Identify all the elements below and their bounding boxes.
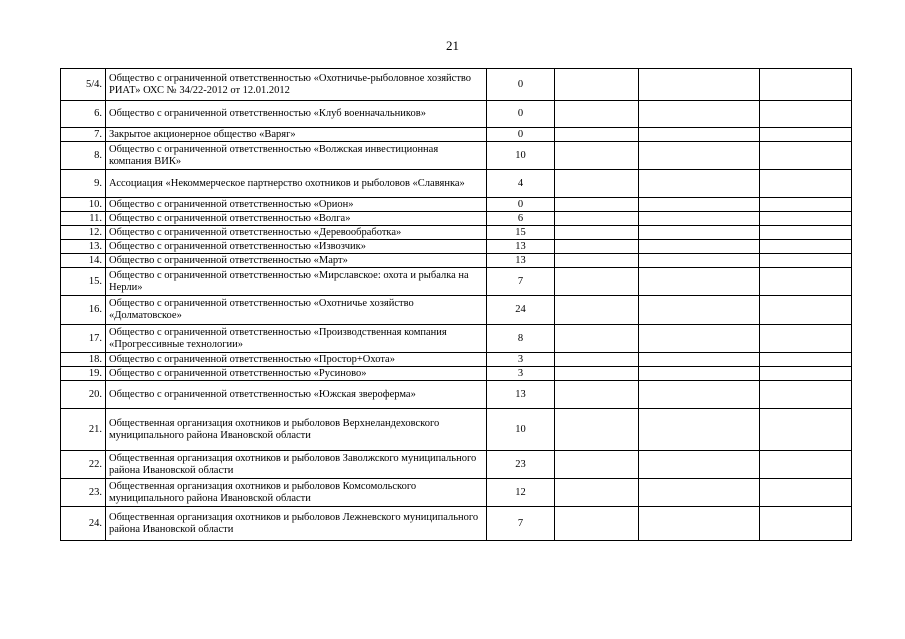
empty-cell [639,128,760,142]
row-number-cell: 8. [61,142,106,170]
organization-name-cell: Общество с ограниченной ответственностью «Производственная компания «Прогрессивные технологии» [106,325,487,353]
empty-cell [760,101,852,128]
organization-name-cell: Общественная организация охотников и рыболовов Комсомольского муниципального района Ивановской области [106,479,487,507]
row-number-cell: 5/4. [61,69,106,101]
row-number-cell: 15. [61,268,106,296]
row-number-cell: 12. [61,226,106,240]
table-row [61,451,852,479]
value-cell: 10 [487,142,555,170]
empty-cell [760,142,852,170]
table-row [61,142,852,170]
empty-cell [555,212,639,226]
empty-cell [639,198,760,212]
empty-cell [555,240,639,254]
table-row [61,212,852,226]
empty-cell [760,479,852,507]
table-row [61,507,852,541]
table-row [61,367,852,381]
empty-cell [639,254,760,268]
empty-cell [760,268,852,296]
table-row [61,198,852,212]
empty-cell [555,367,639,381]
row-number-cell: 10. [61,198,106,212]
organization-name-cell: Ассоциация «Некоммерческое партнерство охотников и рыболовов «Славянка» [106,170,487,198]
table-row [61,101,852,128]
empty-cell [760,226,852,240]
value-cell: 4 [487,170,555,198]
organization-name-cell: Общество с ограниченной ответственностью «Простор+Охота» [106,353,487,367]
organization-name-cell: Общество с ограниченной ответственностью «Южская звероферма» [106,381,487,409]
row-number-cell: 13. [61,240,106,254]
organization-name-cell: Закрытое акционерное общество «Варяг» [106,128,487,142]
value-cell: 24 [487,296,555,325]
table-row [61,479,852,507]
empty-cell [760,353,852,367]
organization-name-cell: Общество с ограниченной ответственностью «Русиново» [106,367,487,381]
row-number-cell: 20. [61,381,106,409]
empty-cell [760,198,852,212]
row-number-cell: 24. [61,507,106,541]
organization-name-cell: Общественная организация охотников и рыболовов Заволжского муниципального района Ивановской области [106,451,487,479]
empty-cell [760,69,852,101]
table-body [61,69,852,541]
row-number-cell: 14. [61,254,106,268]
row-number-cell: 19. [61,367,106,381]
empty-cell [639,507,760,541]
value-cell: 13 [487,381,555,409]
row-number-cell: 18. [61,353,106,367]
row-number-cell: 22. [61,451,106,479]
row-number-cell: 11. [61,212,106,226]
value-cell: 0 [487,69,555,101]
empty-cell [760,240,852,254]
empty-cell [555,325,639,353]
empty-cell [639,69,760,101]
row-number-cell: 16. [61,296,106,325]
empty-cell [639,296,760,325]
empty-cell [639,367,760,381]
organization-name-cell: Общество с ограниченной ответственностью «Волжская инвестиционная компания ВИК» [106,142,487,170]
empty-cell [555,254,639,268]
empty-cell [760,254,852,268]
table-row [61,226,852,240]
row-number-cell: 7. [61,128,106,142]
empty-cell [639,381,760,409]
row-number-cell: 17. [61,325,106,353]
organization-name-cell: Общество с ограниченной ответственностью «Волга» [106,212,487,226]
empty-cell [639,170,760,198]
table-row [61,170,852,198]
value-cell: 7 [487,268,555,296]
value-cell: 10 [487,409,555,451]
table-row [61,268,852,296]
table-row [61,409,852,451]
empty-cell [760,451,852,479]
organization-name-cell: Общество с ограниченной ответственностью «Мирславское: охота и рыбалка на Нерли» [106,268,487,296]
empty-cell [760,212,852,226]
organization-name-cell: Общественная организация охотников и рыболовов Верхнеландеховского муниципального района Ивановской области [106,409,487,451]
empty-cell [639,268,760,296]
value-cell: 13 [487,240,555,254]
hunting-organizations-table [60,68,852,541]
organization-name-cell: Общество с ограниченной ответственностью «Охотничье хозяйство «Долматовское» [106,296,487,325]
value-cell: 3 [487,353,555,367]
value-cell: 0 [487,128,555,142]
empty-cell [555,170,639,198]
table-row [61,325,852,353]
empty-cell [639,353,760,367]
value-cell: 23 [487,451,555,479]
empty-cell [555,198,639,212]
table-row [61,381,852,409]
value-cell: 15 [487,226,555,240]
row-number-cell: 21. [61,409,106,451]
table-row [61,128,852,142]
empty-cell [639,325,760,353]
empty-cell [760,170,852,198]
empty-cell [555,451,639,479]
empty-cell [639,479,760,507]
table-row [61,69,852,101]
empty-cell [760,296,852,325]
value-cell: 3 [487,367,555,381]
organization-name-cell: Общество с ограниченной ответственностью «Охотничье-рыболовное хозяйство РИАТ» ОХС № 34/22-2012 от 12.01.2012 [106,69,487,101]
table-row [61,353,852,367]
page-number: 21 [446,38,459,53]
empty-cell [555,296,639,325]
value-cell: 7 [487,507,555,541]
empty-cell [760,325,852,353]
empty-cell [555,101,639,128]
empty-cell [555,507,639,541]
value-cell: 0 [487,198,555,212]
empty-cell [760,507,852,541]
organization-name-cell: Общество с ограниченной ответственностью «Деревообработка» [106,226,487,240]
empty-cell [639,240,760,254]
value-cell: 8 [487,325,555,353]
row-number-cell: 6. [61,101,106,128]
value-cell: 0 [487,101,555,128]
organization-name-cell: Общественная организация охотников и рыболовов Лежневского муниципального района Ивановской области [106,507,487,541]
empty-cell [760,409,852,451]
empty-cell [555,479,639,507]
value-cell: 12 [487,479,555,507]
value-cell: 13 [487,254,555,268]
row-number-cell: 23. [61,479,106,507]
empty-cell [555,128,639,142]
empty-cell [555,268,639,296]
empty-cell [760,381,852,409]
empty-cell [639,212,760,226]
empty-cell [639,142,760,170]
empty-cell [639,226,760,240]
organization-name-cell: Общество с ограниченной ответственностью «Клуб военначальников» [106,101,487,128]
empty-cell [760,367,852,381]
table-row [61,240,852,254]
table-row [61,254,852,268]
empty-cell [760,128,852,142]
empty-cell [555,226,639,240]
organization-name-cell: Общество с ограниченной ответственностью «Извозчик» [106,240,487,254]
table-row [61,296,852,325]
empty-cell [555,142,639,170]
empty-cell [555,409,639,451]
empty-cell [555,69,639,101]
empty-cell [639,409,760,451]
empty-cell [639,451,760,479]
empty-cell [639,101,760,128]
organization-name-cell: Общество с ограниченной ответственностью «Орион» [106,198,487,212]
empty-cell [555,353,639,367]
organization-name-cell: Общество с ограниченной ответственностью «Март» [106,254,487,268]
value-cell: 6 [487,212,555,226]
row-number-cell: 9. [61,170,106,198]
empty-cell [555,381,639,409]
